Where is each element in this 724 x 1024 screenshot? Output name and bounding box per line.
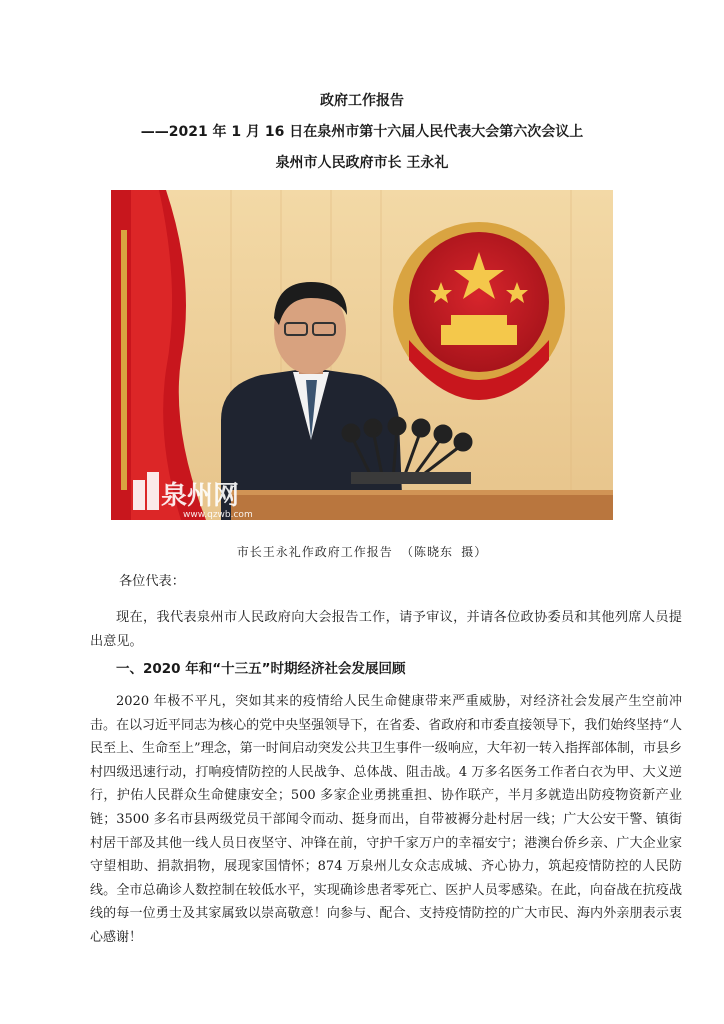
svg-text:www.qzwb.com: www.qzwb.com xyxy=(183,510,253,520)
salutation: 各位代表： xyxy=(119,574,185,589)
speaker-line: 泉州市人民政府市长 王永礼 xyxy=(275,155,449,171)
document-title: 政府工作报告 xyxy=(320,93,404,109)
document-subtitle: ——2021 年 1 月 16 日在泉州市第十六届人民代表大会第六次会议上 xyxy=(140,124,584,140)
intro-paragraph: 现在，我代表泉州市人民政府向大会报告工作，请予审议，并请各位政协委员和其他列席人员提出意见。 xyxy=(90,610,682,649)
photo-caption: 市长王永礼作政府工作报告 （陈晓东 摄） xyxy=(236,545,488,559)
speech-photo xyxy=(111,190,613,520)
section-heading: 一、2020 年和“十三五”时期经济社会发展回顾 xyxy=(116,661,406,677)
body-paragraph: 2020 年极不平凡，突如其来的疫情给人民生命健康带来严重威胁，对经济社会发展产生空前冲击。在以习近平同志为核心的党中央坚强领导下，在省委、省政府和市委直接领导下，我们始终坚持“人民至上、生命至上”理念，第一时间启动突发公共卫生事件一级响应，大年初一转入指挥部体制，市县乡村四级迅速行动，打响疫情防控的人民战争、总体战、阻击战。4 万多名医务工作者白衣为甲、大义逆行，护佑人民群众生命健康安全；500 多家企业勇挑重担、协作联产，半月多就造出防疫物资新产业链；3500 多名市县两级党员干部闻令而动、挺身而出，自带被褥分赴村居一线；广大公安干警、镇街村居干部及其他一线人员日夜坚守、冲锋在前，守护千家万户的幸福安宁；港澳台侨乡亲、广大企业家守望相助、捐款捐物，展现家国情怀；874 万泉州儿女众志成城、齐心协力，筑起疫情防控的人民防线。全市总确诊人数控制在较低水平，实现确诊患者零死亡、医护人员零感染。在此，向奋战在抗疫战线的每一位勇士及其家属致以崇高敬意！向参与、配合、支持疫情防控的广大市民、海内外亲朋表示衷心感谢！ xyxy=(90,694,682,945)
svg-text:泉州网: 泉州网 xyxy=(161,481,240,511)
